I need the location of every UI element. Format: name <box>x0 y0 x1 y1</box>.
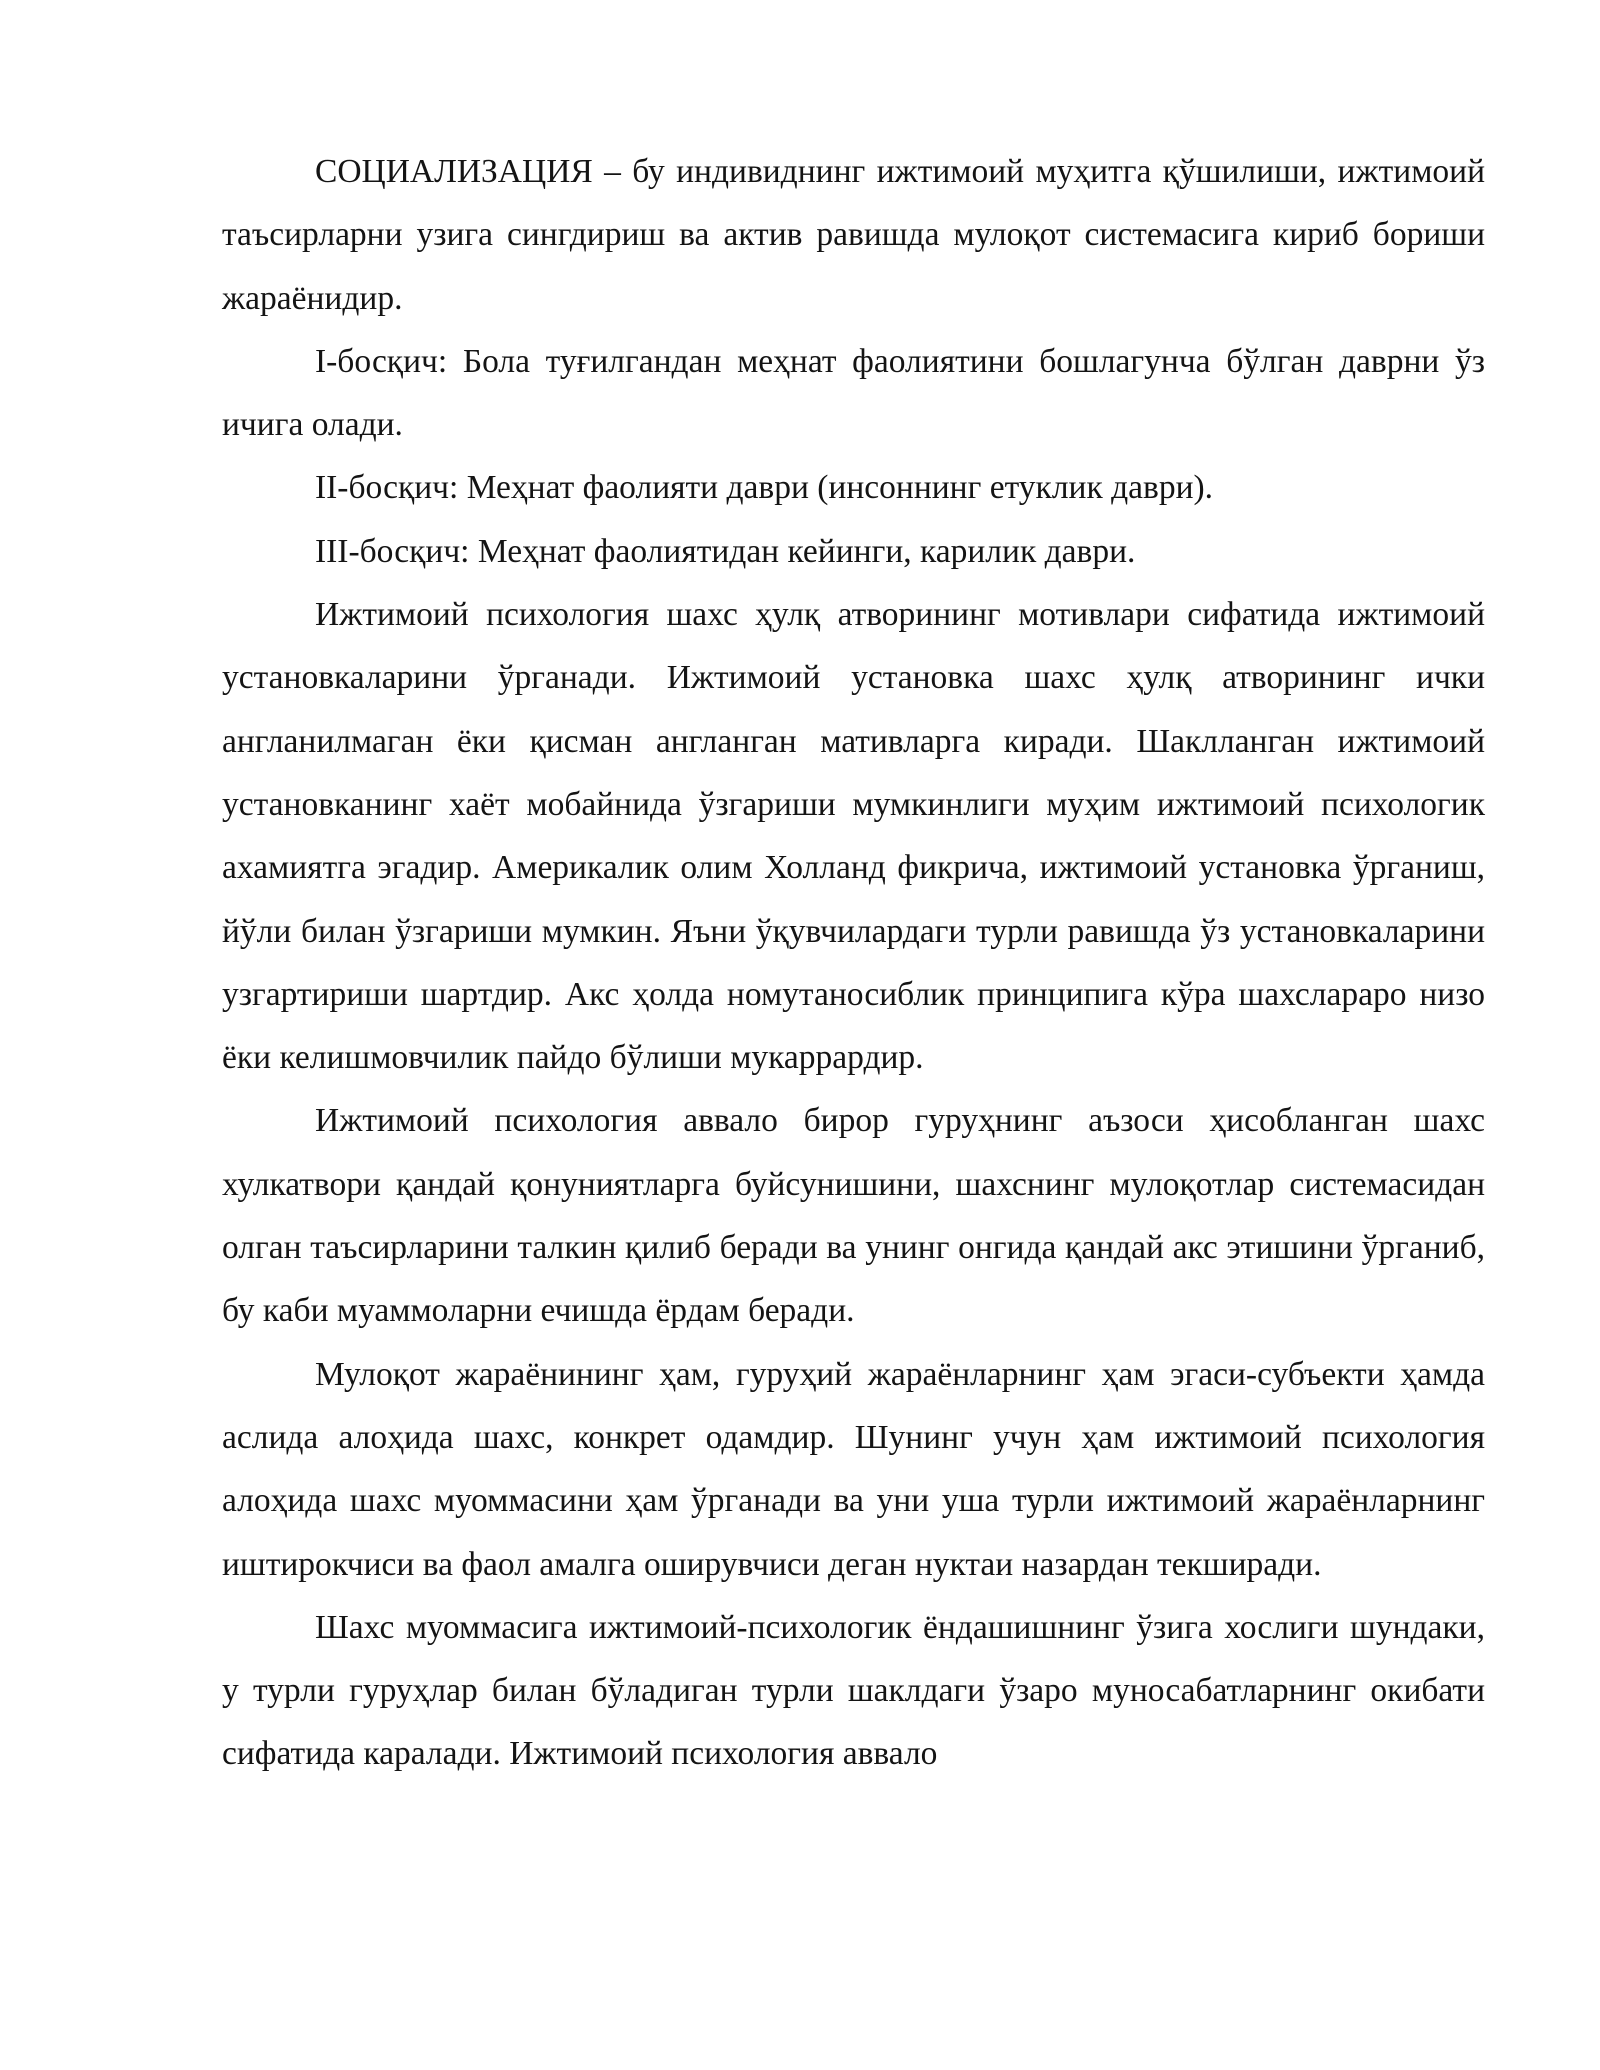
paragraph-personality-approach: Шахс муоммасига ижтимоий-психологик ёндашишнинг ўзига хослиги шундаки, у турли гуруҳлар билан бўладиган турли шаклдаги ўзаро муносабатларнинг окибати сифатида каралади. Ижтимоий психология аввало <box>222 1608 1485 1773</box>
paragraph-stage-1: I-босқич: Бола туғилгандан меҳнат фаолиятини бошлагунча бўлган даврни ўз ичига олади. <box>222 342 1485 444</box>
document-body <box>222 140 1485 1786</box>
paragraph-communication-subject: Мулоқот жараёнининг ҳам, гуруҳий жараёнларнинг ҳам эгаси-субъекти ҳамда аслида алоҳида шахс, конкрет одамдир. Шунинг учун ҳам ижтимоий психология алоҳида шахс муоммасини ҳам ўрганади ва уни уша турли ижтимоий жараёнларнинг иштирокчиси ва фаол амалга оширувчиси деган нуктаи назардан текширади. <box>222 1355 1485 1583</box>
paragraph-socialization-definition: СОЦИАЛИЗАЦИЯ – бу индивиднинг ижтимоий муҳитга қўшилиши, ижтимоий таъсирларни узига сингдириш ва актив равишда мулоқот системасига кириб бориши жараёнидир. <box>222 153 1485 317</box>
paragraph-group-member-behavior: Ижтимоий психология аввало бирор гуруҳнинг аъзоси ҳисобланган шахс хулкатвори қандай қонуниятларга буйсунишини, шахснинг мулоқотлар системасидан олган таъсирларини талкин қилиб беради ва унинг онгида қандай акс этишини ўрганиб, бу каби муаммоларни ечишда ёрдам беради. <box>222 1102 1485 1330</box>
paragraph-stage-3: III-босқич: Меҳнат фаолиятидан кейинги, карилик даври. <box>315 532 1136 570</box>
paragraph-social-attitudes: Ижтимоий психология шахс ҳулқ атворининг мотивлари сифатида ижтимоий установкаларини ўрганади. Ижтимоий установка шахс ҳулқ атворининг ички англанилмаган ёки қисман англанган мативларга киради. Шаклланган ижтимоий установканинг хаёт мобайнида ўзгариши мумкинлиги муҳим ижтимоий психологик ахамиятга эгадир. Америкалик олим Холланд фикрича, ижтимоий установка ўрганиш, йўли билан ўзгариши мумкин. Яъни ўқувчилардаги турли равишда ўз установкаларини узгартириши шартдир. Акс ҳолда номутаносиблик принципига кўра шахслараро низо ёки келишмовчилик пайдо бўлиши мукаррардир. <box>222 596 1485 1077</box>
paragraph-stage-2: II-босқич: Меҳнат фаолияти даври (инсоннинг етуклик даври). <box>315 469 1214 507</box>
